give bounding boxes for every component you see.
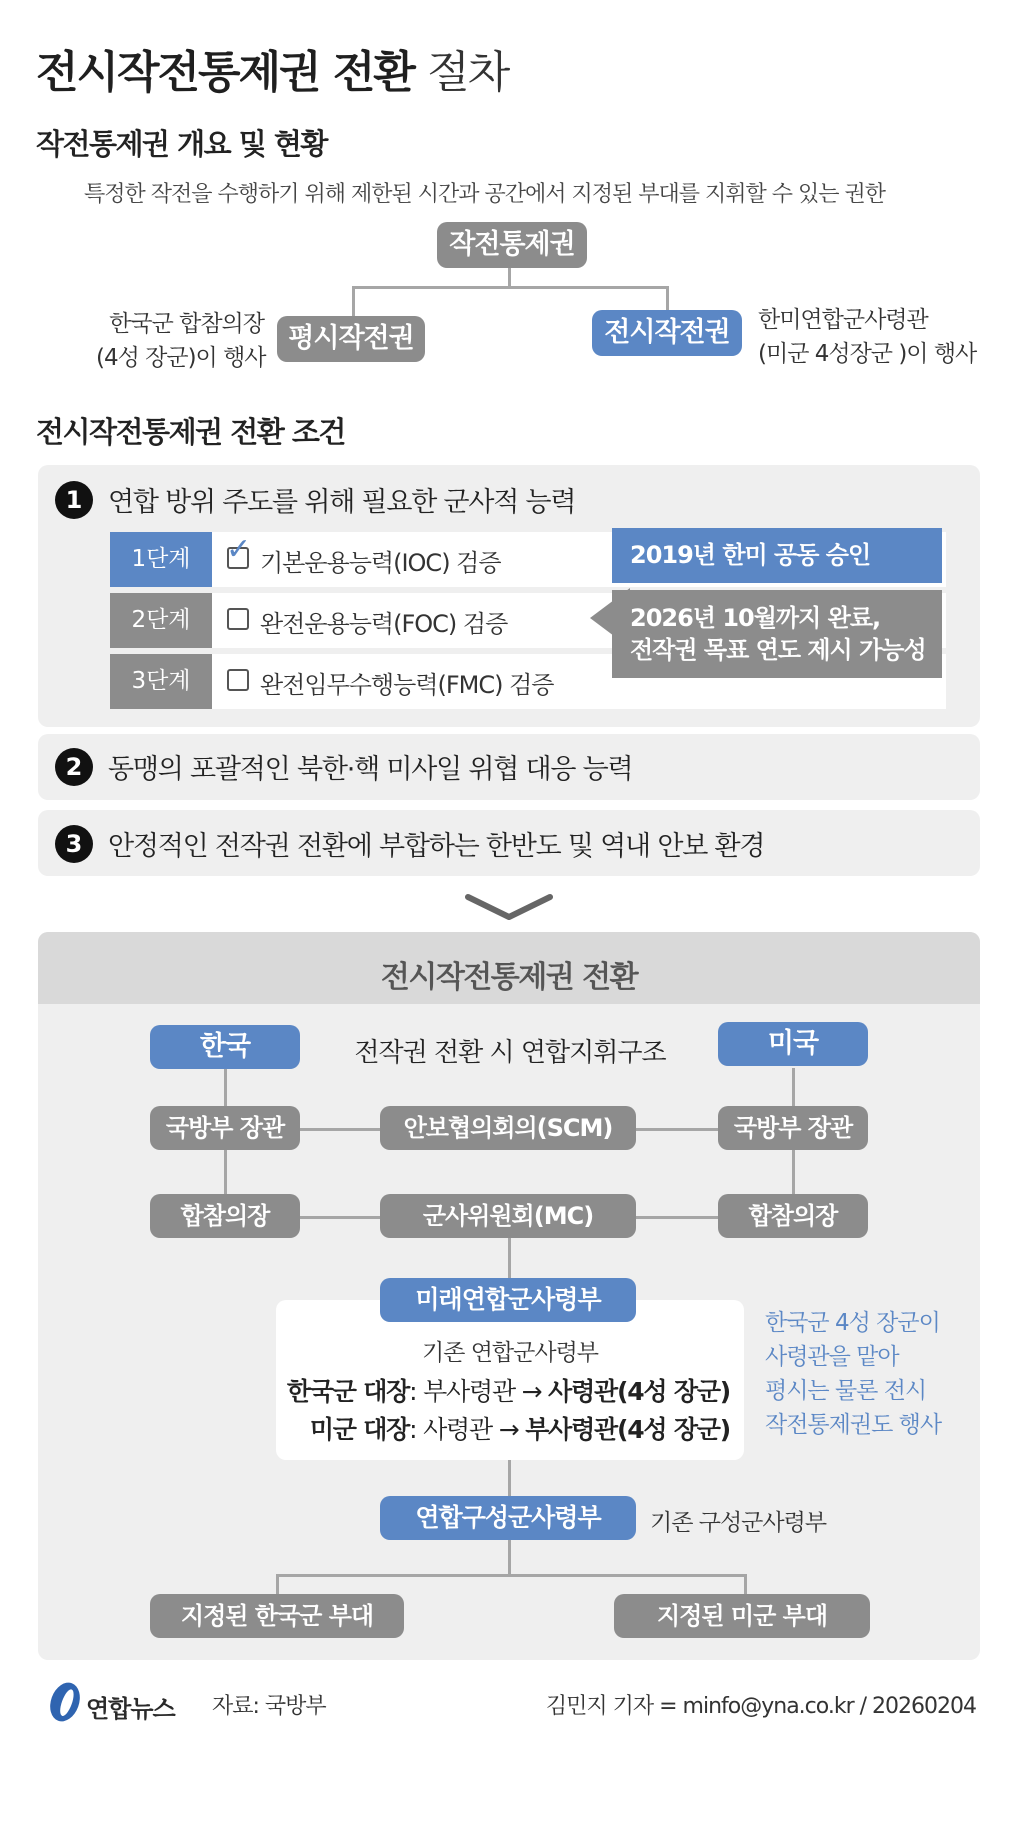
- condition-1-number: 1: [55, 481, 93, 519]
- peacetime-note-line: 한국군 합참의장: [109, 311, 264, 337]
- component-cmd-box: 연합구성군사령부: [380, 1496, 636, 1540]
- us-minister-box: 국방부 장관: [718, 1106, 868, 1150]
- us-general-label: 미군 대장: [309, 1415, 410, 1444]
- kr-general-label: 한국군 대장: [286, 1377, 410, 1406]
- peacetime-note: [96, 307, 264, 375]
- note-line: 사령관을 맡아: [765, 1344, 899, 1370]
- component-cmd-sub: 기존 구성군사령부: [650, 1510, 827, 1536]
- transition-heading: 전시작전통제권 전환: [380, 960, 638, 995]
- connector-line: [276, 1574, 746, 1577]
- step-2-label: 2단계: [110, 593, 212, 648]
- kr-jcs-box: 합참의장: [150, 1194, 300, 1238]
- tree-line: [352, 286, 355, 318]
- connector-line: [744, 1574, 747, 1596]
- condition-3-number: 3: [55, 825, 93, 863]
- step-3-label: 3단계: [110, 654, 212, 709]
- chevron-down-icon: [464, 893, 554, 923]
- wartime-note-line: (미군 4성장군 )이 행사: [758, 341, 977, 367]
- callout-target-year: [612, 590, 942, 678]
- callout-line: 2026년 10월까지 완료,: [630, 604, 881, 632]
- kr-general-line: [276, 1372, 730, 1408]
- condition-1-text: 연합 방위 주도를 위해 필요한 군사적 능력: [108, 487, 576, 518]
- callout-approval: 2019년 한미 공동 승인: [612, 528, 942, 583]
- us-general-line: [276, 1410, 730, 1446]
- kr-general-change: : 부사령관 →: [409, 1377, 549, 1406]
- step-1-text: 기본운용능력(IOC) 검증: [260, 549, 501, 577]
- us-general-change: : 사령관 →: [409, 1415, 526, 1444]
- overview-definition: 특정한 작전을 수행하기 위해 제한된 시간과 공간에서 지정된 부대를 지휘할 수 있는 권한: [84, 182, 885, 207]
- step-2-text: 완전운용능력(FOC) 검증: [260, 610, 508, 638]
- wartime-box: 전시작전권: [592, 310, 742, 356]
- mc-box: 군사위원회(MC): [380, 1194, 636, 1238]
- us-general-result: 부사령관(4성 장군): [525, 1415, 730, 1444]
- connector-line: [508, 1238, 511, 1278]
- step-3-checkbox: [227, 669, 249, 691]
- conditions-heading: 전시작전통제권 전환 조건: [36, 415, 345, 449]
- peacetime-box: 평시작전권: [277, 316, 425, 362]
- kr-general-result: 사령관(4성 장군): [548, 1377, 730, 1406]
- peacetime-note-line: (4성 장군)이 행사: [96, 345, 266, 371]
- kr-units-box: 지정된 한국군 부대: [150, 1594, 404, 1638]
- tree-line: [352, 286, 668, 289]
- title-thin: 절차: [427, 47, 509, 98]
- usa-box: 미국: [718, 1022, 868, 1066]
- footer-credit: 김민지 기자 = minfo@yna.co.kr / 20260204: [545, 1694, 976, 1719]
- command-note: [765, 1306, 941, 1442]
- overview-heading: 작전통제권 개요 및 현황: [36, 127, 327, 161]
- step-1-label: 1단계: [110, 532, 212, 587]
- note-line: 평시는 물론 전시: [765, 1378, 927, 1404]
- note-line: 작전통제권도 행사: [765, 1412, 942, 1438]
- footer-logo-text: 연합뉴스: [86, 1695, 175, 1723]
- wartime-note: [758, 303, 976, 371]
- connector-line: [276, 1574, 279, 1596]
- connector-line: [508, 1456, 511, 1496]
- condition-3-text: 안정적인 전작권 전환에 부합하는 한반도 및 역내 안보 환경: [108, 831, 765, 862]
- tree-line: [666, 286, 669, 312]
- yonhap-logo-icon: [44, 1680, 86, 1724]
- future-cmd-box: 미래연합군사령부: [380, 1278, 636, 1322]
- tree-line: [508, 268, 511, 288]
- condition-2-text: 동맹의 포괄적인 북한·핵 미사일 위협 대응 능력: [108, 754, 633, 785]
- footer-source: 자료: 국방부: [212, 1694, 326, 1719]
- callout-line: 전작권 목표 연도 제시 가능성: [630, 636, 926, 664]
- step-2-checkbox: [227, 608, 249, 630]
- future-cmd-sub: 기존 연합군사령부: [421, 1340, 599, 1366]
- step-3-text: 완전임무수행능력(FMC) 검증: [260, 671, 554, 699]
- title-bold: 전시작전통제권 전환: [36, 47, 414, 98]
- wartime-note-line: 한미연합군사령관: [758, 307, 928, 333]
- us-jcs-box: 합참의장: [718, 1194, 868, 1238]
- scm-box: 안보협의회의(SCM): [380, 1106, 636, 1150]
- page-title: [36, 36, 508, 100]
- structure-label: 전작권 전환 시 연합지휘구조: [354, 1038, 666, 1068]
- condition-2-number: 2: [55, 748, 93, 786]
- root-box: 작전통제권: [437, 222, 587, 268]
- korea-box: 한국: [150, 1025, 300, 1069]
- connector-line: [508, 1540, 511, 1576]
- check-mark-icon: ✓: [226, 532, 252, 567]
- us-units-box: 지정된 미군 부대: [614, 1594, 870, 1638]
- note-line: 한국군 4성 장군이: [765, 1310, 940, 1336]
- kr-minister-box: 국방부 장관: [150, 1106, 300, 1150]
